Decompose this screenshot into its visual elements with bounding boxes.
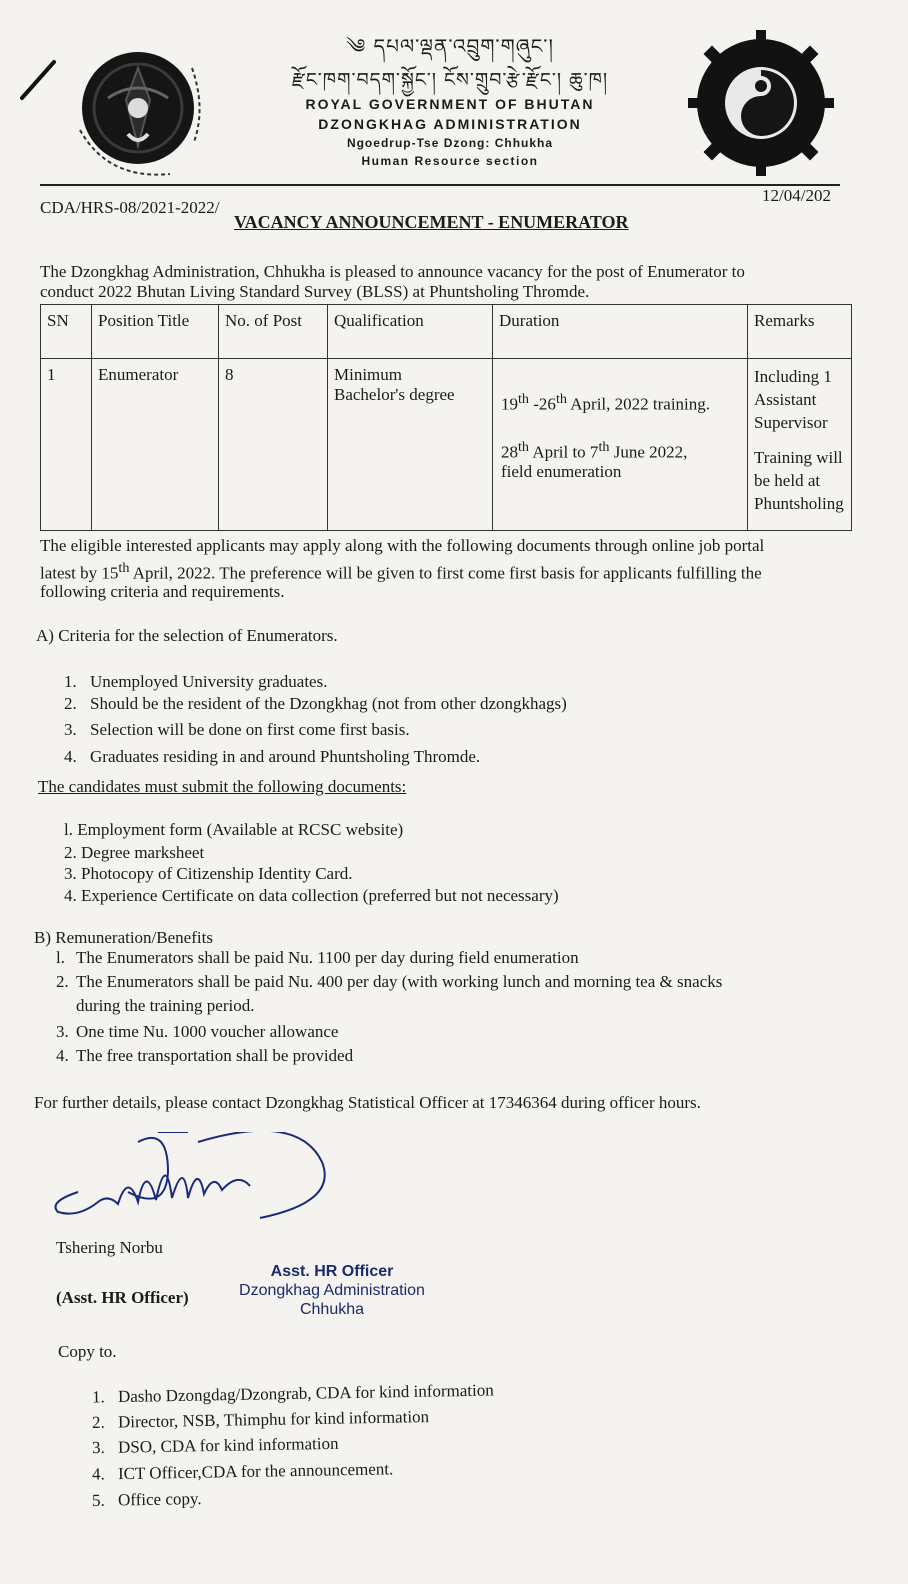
header-duration: Duration: [493, 305, 748, 359]
remarks-line: Training will: [754, 448, 843, 467]
list-text: during the training period.: [76, 996, 255, 1015]
national-emblem-logo: [68, 38, 218, 188]
list-text: DSO, CDA for kind information: [117, 1433, 339, 1457]
remarks-line: Including 1: [754, 367, 832, 386]
ordinal-suffix: th: [118, 560, 130, 576]
list-item: [56, 972, 722, 992]
list-item: l. Employment form (Available at RCSC website): [64, 820, 404, 839]
ordinal-suffix: th: [555, 391, 567, 407]
qualification-line-1: Minimum: [334, 365, 403, 384]
signatory-name: Tshering Norbu: [56, 1238, 163, 1257]
header-no-of-post: No. of Post: [219, 305, 328, 359]
letter-date: 12/04/202: [762, 186, 831, 205]
list-item: 2. Degree marksheet: [64, 843, 205, 862]
page-title: VACANCY ANNOUNCEMENT - ENUMERATOR: [234, 212, 629, 232]
criteria-heading: A) Criteria for the selection of Enumerators.: [36, 626, 338, 645]
list-number: 4.: [91, 1464, 105, 1484]
list-item: [64, 747, 480, 767]
duration-training-start: 19: [501, 394, 518, 414]
cell-remarks: [748, 359, 852, 531]
dharma-wheel-logo: [688, 30, 834, 176]
cell-sn: 1: [41, 359, 92, 531]
intro-line-2: conduct 2022 Bhutan Living Standard Survey (BLSS) at Phuntsholing Thromde.: [40, 282, 590, 301]
qualification-line-2: Bachelor's degree: [334, 385, 455, 404]
list-number: 3.: [91, 1437, 105, 1458]
list-number: 2.: [64, 694, 77, 713]
cell-posts: 8: [219, 359, 328, 531]
list-item: [64, 694, 567, 714]
list-item: 4. Experience Certificate on data collection (preferred but not necessary): [64, 886, 559, 905]
apply-line-2: [40, 558, 762, 584]
list-item: [56, 1046, 353, 1066]
list-number: 4.: [64, 747, 77, 766]
list-text: Director, NSB, Thimphu for kind information: [117, 1407, 430, 1432]
list-text: Office copy.: [117, 1489, 202, 1510]
list-item: [56, 948, 579, 968]
cell-position: Enumerator: [92, 359, 219, 531]
remarks-line: Phuntsholing: [754, 494, 844, 513]
list-item: [92, 1380, 494, 1407]
intro-line-1: The Dzongkhag Administration, Chhukha is pleased to announce vacancy for the post of Enumerator to: [40, 262, 745, 281]
table-header-row: [41, 305, 852, 359]
list-item: [92, 1434, 339, 1458]
documents-heading: The candidates must submit the following documents:: [38, 777, 407, 796]
list-item: [92, 1489, 202, 1511]
duration-training-end: -26: [529, 394, 556, 414]
header-qualification: Qualification: [328, 305, 493, 359]
list-number: 1.: [91, 1387, 105, 1407]
list-text: Should be the resident of the Dzongkhag (not from other dzongkhags): [90, 694, 567, 713]
list-number: 3.: [56, 1022, 69, 1041]
list-text: The Enumerators shall be paid Nu. 400 per day (with working lunch and morning tea & snacks: [76, 972, 723, 991]
section-name: Human Resource section: [361, 154, 539, 168]
list-text: One time Nu. 1000 voucher allowance: [76, 1022, 339, 1041]
list-item: [64, 672, 327, 692]
list-number: 5.: [91, 1490, 105, 1510]
list-number: l.: [56, 948, 65, 967]
remarks-line: be held at: [754, 471, 821, 490]
stamp-line-2: Dzongkhag Administration: [239, 1282, 425, 1299]
benefits-heading: B) Remuneration/Benefits: [34, 928, 213, 947]
tibetan-header-line-2: རྫོང་ཁག་བདག་སྐྱོང་། ངོས་གྲུབ་རྩེ་རྫོང་། ཆུ་ཁ།: [291, 69, 609, 91]
list-number: 2.: [56, 972, 69, 991]
stamp-line-1: Asst. HR Officer: [270, 1263, 394, 1280]
list-item: [92, 1459, 394, 1484]
ordinal-suffix: th: [518, 391, 530, 407]
signatory-title: (Asst. HR Officer): [56, 1288, 189, 1307]
duration-field-start: 28: [501, 442, 518, 462]
duration-training-text: April, 2022 training.: [566, 394, 711, 414]
dept-name: DZONGKHAG ADMINISTRATION: [318, 116, 582, 132]
header-sn: SN: [41, 305, 92, 359]
duration-training: [501, 391, 741, 415]
list-text: The free transportation shall be provided: [76, 1046, 354, 1065]
list-text: Selection will be done on first come first basis.: [90, 720, 410, 739]
org-name: ROYAL GOVERNMENT OF BHUTAN: [305, 96, 595, 112]
ordinal-suffix: th: [518, 438, 530, 455]
official-stamp: [222, 1262, 442, 1319]
handwritten-signature: [38, 1132, 338, 1252]
list-number: 2.: [91, 1412, 105, 1432]
list-item: 3. Photocopy of Citizenship Identity Card.: [64, 864, 353, 883]
remarks-line: Supervisor: [754, 413, 828, 432]
reference-number: CDA/HRS-08/2021-2022/: [40, 198, 220, 217]
header-position-title: Position Title: [92, 305, 219, 359]
stamp-line-3: Chhukha: [299, 1301, 365, 1318]
copy-heading: Copy to.: [58, 1342, 117, 1361]
list-number: 3.: [64, 720, 77, 739]
contact-line: For further details, please contact Dzongkhag Statistical Officer at 17346364 during officer hours.: [34, 1093, 701, 1112]
header-divider: [40, 184, 840, 186]
apply-deadline-pre: latest by 15: [40, 563, 119, 583]
dzong-location: Ngoedrup-Tse Dzong: Chhukha: [346, 136, 554, 150]
list-text: Graduates residing in and around Phuntsholing Thromde.: [90, 747, 481, 766]
apply-line-1: The eligible interested applicants may apply along with the following documents through online job portal: [40, 536, 765, 555]
duration-field-line-2: field enumeration: [501, 462, 622, 482]
list-item: [92, 1407, 429, 1433]
cell-duration: [493, 359, 748, 531]
ordinal-suffix: th: [598, 438, 610, 455]
list-item: [64, 720, 410, 740]
duration-field-end: April to 7: [529, 442, 599, 462]
cell-qualification: [328, 359, 493, 531]
list-text: The Enumerators shall be paid Nu. 1100 per day during field enumeration: [76, 948, 579, 967]
list-text: Unemployed University graduates.: [90, 672, 328, 691]
header-remarks: Remarks: [748, 305, 852, 359]
list-number: 4.: [56, 1046, 69, 1065]
duration-field: [501, 439, 741, 463]
pen-stroke-mark: [18, 58, 58, 102]
apply-line-3: following criteria and requirements.: [40, 582, 285, 601]
tibetan-header-line-1: ༄ དཔལ་ལྡན་འབྲུག་གཞུང་།: [346, 34, 554, 58]
apply-deadline-post: April, 2022. The preference will be given to first come first basis for applicants fulfilling the: [129, 563, 762, 583]
table-row: [41, 359, 852, 531]
list-item: [56, 996, 254, 1016]
list-number: 1.: [64, 672, 77, 691]
duration-field-text: June 2022,: [609, 442, 688, 462]
list-item: [56, 1022, 338, 1042]
list-text: Dasho Dzongdag/Dzongrab, CDA for kind information: [117, 1380, 494, 1407]
list-text: ICT Officer,CDA for the announcement.: [117, 1459, 394, 1484]
vacancy-table: [40, 304, 852, 531]
remarks-line: Assistant: [754, 390, 817, 409]
